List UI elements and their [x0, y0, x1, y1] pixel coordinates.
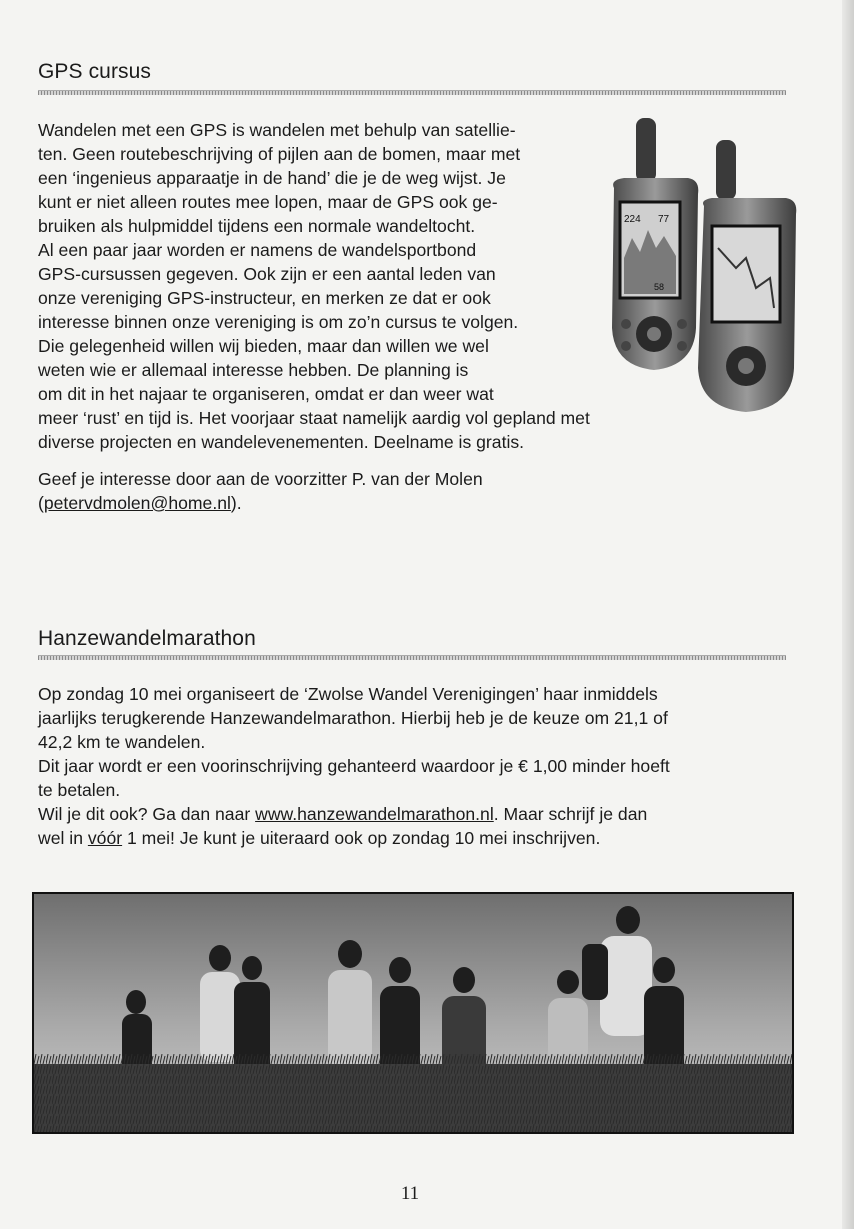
deadline-start: wel in	[38, 828, 88, 848]
gps-line: onze vereniging GPS-instructeur, en merken ze dat er ook	[38, 288, 491, 308]
gps-device-right	[698, 140, 796, 412]
screen-value-1: 224	[624, 214, 641, 225]
gps-device-illustration	[596, 118, 806, 423]
gps-line: weten wie er allemaal interesse hebben. De planning is	[38, 360, 469, 380]
link-line-start: Wil je dit ook? Ga dan naar	[38, 804, 256, 824]
marathon-line: Dit jaar wordt er een voorinschrijving gehanteerd waardoor je € 1,00 minder hoeft	[38, 756, 670, 776]
gps-heading: GPS cursus	[38, 60, 152, 83]
marathon-website-link[interactable]: www.hanzewandelmarathon.nl	[255, 804, 494, 824]
marathon-line: jaarlijks terugkerende Hanzewandelmarathon. Hierbij heb je de keuze om 21,1 of	[38, 708, 668, 728]
contact-line: Geef je interesse door aan de voorzitter P. van der Molen	[38, 469, 483, 489]
gps-line: diverse projecten en wandelevenementen. Deelname is gratis.	[38, 432, 525, 452]
marathon-line: 42,2 km te wandelen.	[38, 732, 206, 752]
deadline-emphasis: vóór	[87, 828, 123, 848]
marathon-link-line	[38, 802, 670, 826]
marathon-line: te betalen.	[38, 780, 121, 800]
gps-line: bruiken als hulpmiddel tijdens een normale wandeltocht.	[38, 216, 476, 236]
marathon-heading-rule	[38, 655, 786, 660]
paren-close: ).	[230, 493, 242, 513]
hikers-photo-drawing	[34, 894, 792, 1132]
gps-line: Al een paar jaar worden er namens de wandelsportbond	[38, 240, 477, 260]
gps-body	[38, 118, 590, 454]
gps-line: Die gelegenheid willen wij bieden, maar dan willen we wel	[38, 336, 489, 356]
contact-email-line	[38, 491, 483, 515]
gps-line: om dit in het najaar te organiseren, omdat er dan weer wat	[38, 384, 494, 404]
page-edge	[842, 0, 854, 1229]
gps-line: interesse binnen onze vereniging is om zo’n cursus te volgen.	[38, 312, 519, 332]
screen-value-3: 58	[654, 282, 665, 292]
marathon-body	[38, 682, 670, 850]
gps-heading-rule	[38, 90, 786, 95]
marathon-line: Op zondag 10 mei organiseert de ‘Zwolse Wandel Verenigingen’ haar inmiddels	[38, 684, 658, 704]
deadline-end: 1 mei! Je kunt je uiteraard ook op zondag 10 mei inschrijven.	[122, 828, 601, 848]
marathon-deadline-line	[38, 826, 670, 850]
gps-line: een ‘ingenieus apparaatje in de hand’ die je de weg wijst. Je	[38, 168, 506, 188]
gps-line: ten. Geen routebeschrijving of pijlen aan de bomen, maar met	[38, 144, 521, 164]
paren-open: (	[38, 493, 44, 513]
screen-value-2: 77	[658, 214, 670, 225]
gps-line: meer ‘rust’ en tijd is. Het voorjaar staat namelijk aardig vol gepland met	[38, 408, 590, 428]
gps-line: Wandelen met een GPS is wandelen met behulp van satellie-	[38, 120, 516, 140]
contact-email-link[interactable]: petervdmolen@home.nl	[43, 493, 231, 513]
gps-device-left	[612, 118, 698, 370]
marathon-heading: Hanzewandelmarathon	[38, 627, 256, 650]
link-line-end: . Maar schrijf je dan	[493, 804, 648, 824]
page-number: 11	[400, 1183, 420, 1204]
gps-contact	[38, 467, 483, 515]
gps-line: kunt er niet alleen routes mee lopen, maar de GPS ook ge-	[38, 192, 498, 212]
gps-line: GPS-cursussen gegeven. Ook zijn er een aantal leden van	[38, 264, 496, 284]
hikers-photo	[32, 892, 794, 1134]
